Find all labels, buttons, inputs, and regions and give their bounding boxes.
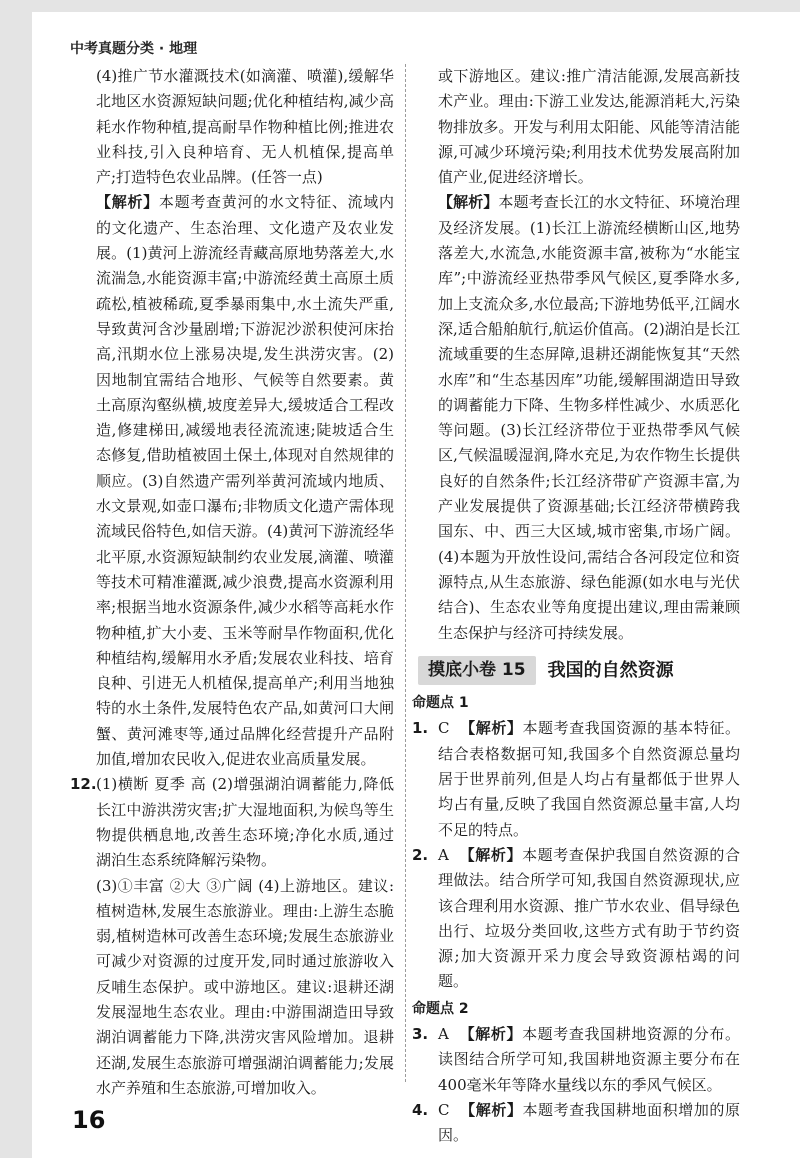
q3 bbox=[412, 1022, 740, 1098]
q2-number: 2. bbox=[412, 845, 429, 864]
q12-continued: 或下游地区。建议:推广清洁能源,发展高新技术产业。理由:下游工业发达,能源消耗大,污染物排放多。开发与利用太阳能、风能等清洁能源,可减少环境污染;利用技术优势发展高附加值产业,促进经济增长。 bbox=[438, 67, 740, 187]
q4-text: 本题考查我国耕地面积增加的原因。 bbox=[438, 1100, 740, 1145]
right-column bbox=[412, 64, 740, 1148]
q12-part1-text: (1)横断 夏季 高 (2)增强湖泊调蓄能力,降低长江中游洪涝灾害;扩大湿地面积,为候鸟等生物提供栖息地,改善生态环境;净化水质,通过湖泊生态系统降解污染物。 bbox=[96, 775, 394, 870]
analysis-tag: 【解析】 bbox=[438, 193, 499, 212]
section-title: 我国的自然资源 bbox=[547, 659, 674, 681]
q12-analysis bbox=[412, 190, 740, 645]
q1-text: 本题考查我国资源的基本特征。结合表格数据可知,我国多个自然资源总量均居于世界前列,但是人均占有量都低于世界人均占有量,反映了我国自然资源总量丰富,人均不足的特点。 bbox=[438, 719, 740, 839]
q1-tag: 【解析】 bbox=[460, 719, 523, 738]
q12-part1 bbox=[70, 772, 394, 873]
series-title: 中考真题分类 · 地理 bbox=[70, 41, 198, 57]
q11-part4-answer: (4)推广节水灌溉技术(如滴灌、喷灌),缓解华北地区水资源短缺问题;优化种植结构,减少高耗水作物种植,提高耐旱作物种植比例;推进农业科技,引入良种培育、无人机植保,提高单产;打造特色农业品牌。(任答一点) bbox=[96, 67, 394, 187]
q11-analysis-text: 本题考查黄河的水文特征、流域内的文化遗产、生态治理、文化遗产及农业发展。(1)黄河上游流经青藏高原地势落差大,水流湍急,水能资源丰富;中游流经黄土高原土质疏松,植被稀疏,夏季暴雨集中,水土流失严重,导致黄河含沙量剧增;下游泥沙淤积使河床抬高,汛期水位上涨易决堤,发生洪涝灾害。(2)因地制宜需结合地形、气候等自然要素。黄土高原沟壑纵横,坡度差异大,缓坡适合工程改造,修建梯田,减缓地表径流流速;陡坡适合生态修复,借助植被固土保土,体现对自然规律的顺应。(3)自然遗产需列举黄河流域内地质、水文景观,如壶口瀑布;非物质文化遗产需体现流域民俗特色,如信天游。(4)黄河下游流经华北平原,水资源短缺制约农业发展,滴灌、喷灌等技术可精准灌溉,减少浪费,提高水资源利用率;根据当地水资源条件,减少水稻等高耗水作物种植,扩大小麦、玉米等耐旱作物面积,优化种植结构,缓解用水矛盾;发展农业科技、培育良种、引进无人机植保,提高单产;利用当地独特的水土条件,发展特色农产品,如黄河口大闸蟹、黄河滩枣等,通过品牌化经营提升产品附加值,增加农民收入,促进农业高质量发展。 bbox=[96, 193, 394, 769]
q12-number: 12. bbox=[70, 775, 97, 794]
q2-tag: 【解析】 bbox=[459, 845, 523, 864]
q4-number: 4. bbox=[412, 1100, 429, 1119]
q2-text: 本题考查保护我国自然资源的合理做法。结合所学可知,我国自然资源现状,应该合理利用水资源、推广节水农业、倡导绿色出行、垃圾分类回收,这些方式有助于节约资源;加大资源开采力度会导致资源枯竭的问题。 bbox=[438, 845, 740, 991]
q1-number: 1. bbox=[412, 719, 429, 738]
section-heading bbox=[418, 656, 740, 685]
q4-tag: 【解析】 bbox=[460, 1100, 523, 1119]
left-column bbox=[70, 64, 394, 1101]
q3-answer: A bbox=[438, 1024, 449, 1043]
column-divider bbox=[405, 64, 406, 1082]
section-badge: 摸底小卷 15 bbox=[418, 656, 536, 685]
q3-number: 3. bbox=[412, 1024, 429, 1043]
q12-part3: (3)①丰富 ②大 ③广阔 (4)上游地区。建议:植树造林,发展生态旅游业。理由:上游生态脆弱,植树造林可改善生态环境;发展生态旅游业可减少对资源的过度开发,同时通过旅游收入反哺生态保护。或中游地区。建议:退耕还湖发展湿地生态农业。理由:中游围湖造田导致湖泊调蓄能力下降,洪涝灾害风险增加。退耕还湖,发展生态旅游可增强湖泊调蓄能力;发展水产养殖和生态旅游,可增加收入。 bbox=[96, 876, 394, 1097]
q4-answer: C bbox=[438, 1100, 450, 1119]
q11-analysis bbox=[70, 190, 394, 772]
q1-answer: C bbox=[438, 719, 450, 738]
q2-answer: A bbox=[438, 845, 449, 864]
q1 bbox=[412, 716, 740, 842]
point-label-2: 命题点 2 bbox=[412, 1000, 469, 1017]
q2 bbox=[412, 843, 740, 995]
q3-tag: 【解析】 bbox=[459, 1024, 523, 1043]
analysis-tag: 【解析】 bbox=[96, 193, 159, 212]
q4 bbox=[412, 1098, 740, 1149]
q3-text: 本题考查我国耕地资源的分布。读图结合所学可知,我国耕地资源主要分布在400毫米年等降水量线以东的季风气候区。 bbox=[438, 1024, 740, 1094]
point-label-1: 命题点 1 bbox=[412, 695, 469, 712]
q12-analysis-text: 本题考查长江的水文特征、环境治理及经济发展。(1)长江上游流经横断山区,地势落差大,水流急,水能资源丰富,被称为“水能宝库”;中游流经亚热带季风气候区,夏季降水多,加上支流众多,水位最高;下游地势低平,江阔水深,适合船舶航行,航运价值高。(2)湖泊是长江流域重要的生态屏障,退耕还湖能恢复其“天然水库”和“生态基因库”功能,缓解围湖造田导致的调蓄能力下降、生物多样性减少、水质恶化等问题。(3)长江经济带位于亚热带季风气候区,气候温暖湿润,降水充足,为农作物生长提供良好的自然条件;长江经济带矿产资源丰富,为产业发展提供了资源基础;长江经济带横跨我国东、中、西三大区域,城市密集,市场广阔。(4)本题为开放性设问,需结合各河段定位和资源特点,从生态旅游、绿色能源(如水电与光伏结合)、生态农业等角度提出建议,理由需兼顾生态保护与经济可持续发展。 bbox=[438, 193, 740, 642]
page-number: 16 bbox=[72, 1106, 106, 1134]
